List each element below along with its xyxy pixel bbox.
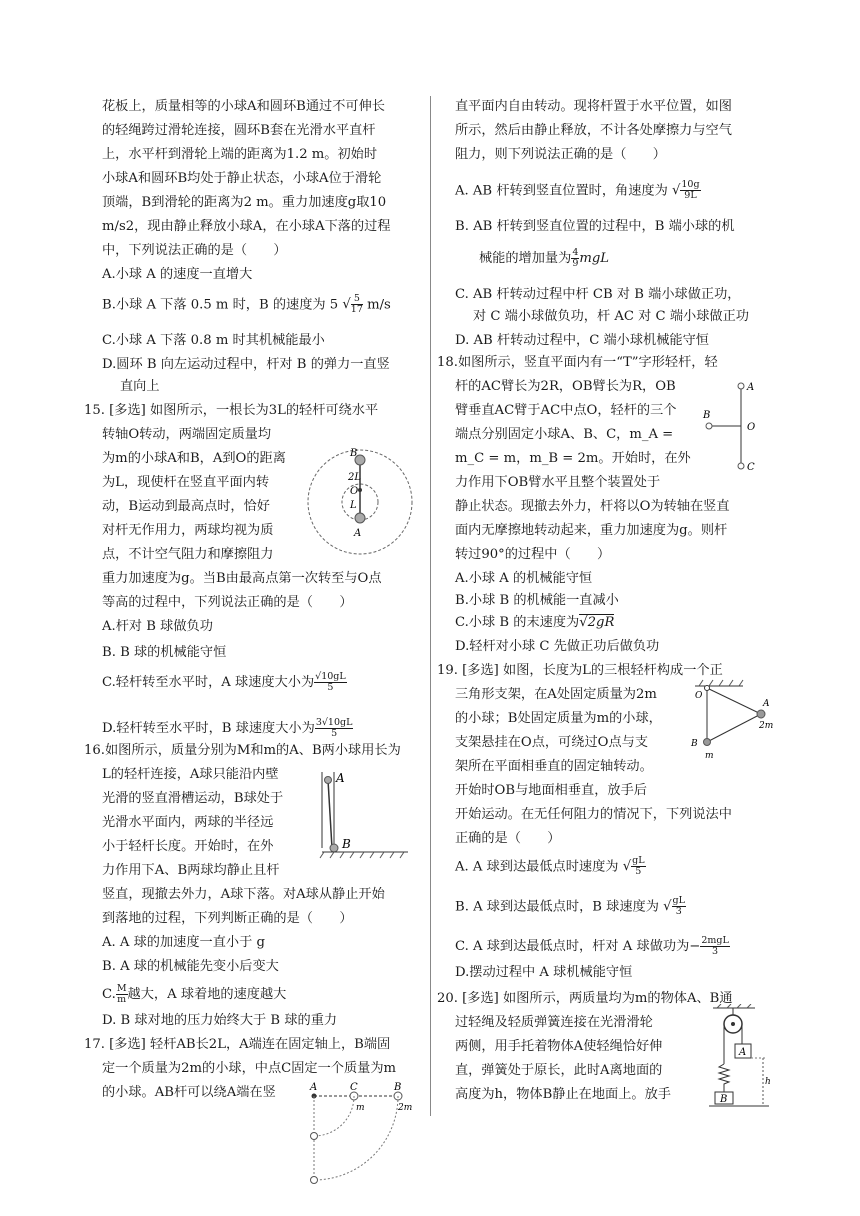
q15-fig-label-o: O: [350, 486, 359, 497]
q14-option-b-text: B.小球 A 下落 0.5 m 时，B 的速度为 5: [102, 297, 339, 313]
q18-text-line: 面内无摩擦地转动起来，重力加速度为g。则杆: [455, 523, 728, 538]
q15-text-line: 等高的过程中，下列说法正确的是（ ）: [102, 595, 353, 610]
q18-option-c: [455, 612, 614, 634]
q19-b-denominator: 3: [675, 906, 682, 917]
q19-text-line: 开始运动。在无任何阻力的情况下，下列说法中: [455, 807, 732, 822]
q14-option-a: A.小球 A 的速度一直增大: [102, 267, 253, 282]
q18-text-line: 臂垂直AC臂于AC中点O，轻杆的三个: [455, 403, 677, 418]
q15-text-line: 15. [多选] 如图所示，一根长为3L的轻杆可绕水平: [84, 403, 379, 418]
q18-text-line: m_C = m，m_B = 2m。开始时，在外: [455, 451, 691, 466]
q19-fig-label-2m: 2m: [759, 721, 774, 731]
q15-fig-label-2l: 2L: [348, 472, 362, 483]
q19-text-line: 三角形支架，在A处固定质量为2m: [455, 687, 657, 702]
q17-a-denominator: 9L: [684, 190, 697, 201]
q16-text-line: 光滑水平面内，两球的半径远: [102, 815, 274, 830]
q17-text-line: 的小球。AB杆可以绕A端在竖: [102, 1085, 276, 1100]
q20-text-line: 两侧，用手托着物体A使轻绳恰好伸: [455, 1039, 663, 1054]
q19-text-line: 的小球；B处固定质量为m的小球，: [455, 711, 662, 726]
q19-text-line: 支架悬挂在O点，可绕过O点与支: [455, 735, 649, 750]
q15-text-line: 转轴O转动，两端固定质量均: [102, 427, 272, 442]
q17-rod-figure: [298, 1080, 422, 1186]
q20-fig-label-a: A: [739, 1047, 747, 1058]
q17-cont-line: 阻力，则下列说法正确的是（ ）: [455, 147, 666, 162]
q16-text-line: 光滑的竖直滑槽运动，B球处于: [102, 791, 284, 806]
q19-option-a-text: A. A 球到达最低点时速度为: [455, 859, 619, 875]
q15-option-c: [102, 672, 347, 694]
q19-text-line: 19. [多选] 如图，长度为L的三根轻杆构成一个正: [437, 663, 723, 678]
q17-fig-label-2m: 2m: [398, 1103, 413, 1113]
q18-text-line: 静止状态。现撤去外力，杆将以O为转轴在竖直: [455, 499, 730, 514]
q19-b-numerator: gL: [672, 895, 685, 906]
q18-option-d: D.轻杆对小球 C 先做正功后做负功: [455, 639, 660, 654]
q17-option-b-cont: [479, 248, 609, 270]
q15-text-line: 点，不计空气阻力和摩擦阻力: [102, 547, 274, 562]
q16-text-line: 小于轻杆长度。开始时，在外: [102, 839, 274, 854]
q18-c-radical: √2gR: [579, 615, 615, 630]
q14-text-line: 上，水平杆到滑轮上端的距离为1.2 m。初始时: [102, 147, 378, 162]
q15-option-b: B. B 球的机械能守恒: [102, 645, 227, 660]
q14-b-numerator: 5: [351, 294, 363, 305]
q14-text-line: 中，下列说法正确的是（ ）: [102, 243, 287, 258]
q17-option-b-text: 械能的增加量为: [479, 251, 572, 266]
q20-fig-label-b: B: [720, 1094, 728, 1105]
q19-b-radical: √ $\frac{gL}{3}$: [663, 895, 685, 917]
q20-fig-label-h: h: [765, 1077, 771, 1087]
q15-option-a: A.杆对 B 球做负功: [102, 619, 213, 634]
q15-fig-label-a: A: [354, 528, 362, 539]
q16-text-line: 到落地的过程，下列判断正确的是（ ）: [102, 911, 353, 926]
q19-text-line: 架所在平面相垂直的固定轴转动。: [455, 759, 653, 774]
q15-option-d: [102, 718, 353, 740]
q17-text-line: 定一个质量为2m的小球，中点C固定一个质量为m: [102, 1061, 397, 1076]
q15-option-d-text: D.轻杆转至水平时，B 球速度大小为: [102, 721, 315, 736]
q18-fig-label-c: C: [747, 462, 755, 472]
q14-text-line: 小球A和圆环B均处于静止状态，小球A位于滑轮: [102, 171, 382, 186]
q14-text-line: m/s2，现由静止释放小球A，在小球A下落的过程: [102, 219, 391, 234]
q16-text-line: 16.如图所示，质量分别为M和m的A、B两小球用长为: [84, 743, 401, 758]
q17-fig-label-a: A: [310, 1082, 318, 1093]
q15-text-line: 重力加速度为g。当B由最高点第一次转至与O点: [102, 571, 382, 586]
q15-text-line: 为m的小球A和B，A到O的距离: [102, 451, 286, 466]
q17-option-c-cont: 对 C 端小球做负功，杆 AC 对 C 端小球做正功: [473, 309, 749, 324]
q18-text-line: 转过90°的过程中（ ）: [455, 547, 611, 562]
q19-fig-label-b: B: [691, 739, 698, 749]
q15-fig-label-b: B: [350, 448, 358, 459]
q18-option-c-text: C.小球 B 的末速度为: [455, 615, 580, 630]
q14-option-d-cont: 直向上: [120, 379, 160, 394]
q16-slot-rod-figure: [314, 768, 410, 860]
q19-c-denominator: 3: [712, 946, 719, 957]
q14-text-line: 花板上，质量相等的小球A和圆环B通过不可伸长: [102, 99, 385, 114]
column-divider: [430, 96, 431, 1116]
q16-option-a: A. A 球的加速度一直小于 g: [102, 935, 265, 950]
q18-t-rod-figure: [699, 378, 769, 472]
q16-option-d: D. B 球对地的压力始终大于 B 球的重力: [102, 1013, 338, 1028]
q18-fig-label-a: A: [747, 382, 755, 393]
q16-fig-label-b: B: [342, 837, 351, 851]
q18-fig-label-o: O: [747, 422, 756, 433]
q17-option-d: D. AB 杆转动过程中，C 端小球机械能守恒: [455, 333, 709, 348]
q15-c-denominator: 5: [327, 682, 334, 693]
q15-fig-label-l: L: [350, 500, 357, 511]
q18-option-b: B.小球 B 的机械能一直减小: [455, 593, 619, 608]
q17-option-c: C. AB 杆转动过程中杆 CB 对 B 端小球做正功，: [455, 287, 741, 302]
q19-c-numerator: 2mgL: [701, 935, 729, 946]
q17-option-b: B. AB 杆转到竖直位置的过程中，B 端小球的机: [455, 219, 735, 234]
q19-option-c: [455, 936, 730, 958]
q17-text-line: 17. [多选] 轻杆AB长2L，A端连在固定轴上，B端固: [84, 1037, 391, 1052]
q17-b-denominator: 9: [572, 258, 579, 269]
q20-text-line: 直，弹簧处于原长，此时A离地面的: [455, 1063, 663, 1078]
q17-fig-label-b: B: [394, 1082, 402, 1093]
q14-text-line: 的轻绳跨过滑轮连接，圆环B套在光滑水平直杆: [102, 123, 376, 138]
q14-option-c: C.小球 A 下落 0.8 m 时其机械能最小: [102, 333, 325, 348]
q19-text-line: 开始时OB与地面相垂直，放手后: [455, 783, 647, 798]
q15-d-numerator: 3√10gL: [315, 717, 353, 728]
q16-option-c-text: 越大，A 球着地的速度越大: [127, 987, 287, 1002]
q15-text-line: 对杆无作用力，两球均视为质: [102, 523, 274, 538]
q16-fig-label-a: A: [336, 771, 345, 785]
q14-text-line: 顶端，B到滑轮的距离为2 m。重力加速度g取10: [102, 195, 387, 210]
q19-fig-label-a: A: [763, 699, 770, 709]
q17-fig-label-c: C: [350, 1082, 358, 1093]
q20-pulley-spring-figure: [707, 1004, 771, 1114]
q18-option-a: A.小球 A 的机械能守恒: [455, 571, 593, 586]
q16-c-numerator: M: [116, 983, 127, 994]
q15-d-denominator: 5: [331, 728, 338, 739]
q16-option-c-prefix: C.: [102, 987, 116, 1002]
q18-text-line: 杆的AC臂长为2R，OB臂长为R，OB: [455, 379, 676, 394]
q15-c-numerator: √10gL: [315, 671, 346, 682]
q19-option-d: D.摆动过程中 A 球机械能守恒: [455, 965, 633, 980]
q17-cont-line: 所示，然后由静止释放，不计各处摩擦力与空气: [455, 123, 732, 138]
q19-option-c-text: C. A 球到达最低点时，杆对 A 球做功为−: [455, 939, 701, 954]
q20-text-line: 高度为h，物体B静止在地面上。放手: [455, 1087, 671, 1102]
q17-option-a: [455, 180, 701, 203]
q18-c-radicand: 2gR: [587, 615, 615, 630]
q17-option-a-text: A. AB 杆转到竖直位置时，角速度为: [455, 183, 668, 199]
q16-text-line: L的轻杆连接，A球只能沿内壁: [102, 767, 279, 782]
q15-option-c-text: C.轻杆转至水平时，A 球速度大小为: [102, 675, 315, 690]
q19-option-a: [455, 856, 646, 879]
q17-a-radical: √ $\frac{10g}{9L}$: [671, 179, 700, 201]
q14-b-denominator: 17: [350, 304, 363, 315]
q18-text-line: 端点分别固定小球A、B、C，m_A =: [455, 427, 674, 442]
q17-b-numerator: 4: [572, 247, 579, 258]
q17-b-unit: mgL: [579, 251, 610, 266]
q16-option-c: [102, 984, 286, 1006]
q19-option-b: [455, 896, 686, 919]
q14-b-radical: √ $\frac{5}{17}$: [342, 293, 363, 315]
q16-option-b: B. A 球的机械能先变小后变大: [102, 959, 279, 974]
q14-b-unit: m/s: [367, 297, 391, 313]
q16-text-line: 竖直，现撤去外力，A球下落。对A球从静止开始: [102, 887, 385, 902]
q17-fig-label-m: m: [356, 1103, 365, 1113]
q20-text-line: 20. [多选] 如图所示，两质量均为m的物体A、B通: [437, 991, 733, 1006]
q15-text-line: 为L，现使杆在竖直平面内转: [102, 475, 270, 490]
q18-text-line: 18.如图所示，竖直平面内有一“T”字形轻杆，轻: [437, 355, 718, 370]
q14-option-d: D.圆环 B 向左运动过程中，杆对 B 的弹力一直竖: [102, 357, 390, 372]
q19-fig-label-o: O: [695, 691, 703, 701]
q18-fig-label-b: B: [703, 410, 711, 421]
q16-c-denominator: m: [117, 994, 127, 1005]
q15-rotating-rod-figure: [306, 444, 416, 556]
q18-text-line: 力作用下OB臂水平且整个装置处于: [455, 475, 661, 490]
q16-text-line: 力作用下A、B两球均静止且杆: [102, 863, 280, 878]
q19-a-denominator: 5: [635, 866, 642, 877]
q19-fig-label-m: m: [705, 751, 714, 761]
q19-triangle-frame-figure: [687, 676, 779, 766]
q19-a-numerator: gL: [632, 855, 645, 866]
q15-text-line: 动，B运动到最高点时，恰好: [102, 499, 270, 514]
q20-text-line: 过轻绳及轻质弹簧连接在光滑滑轮: [455, 1015, 653, 1030]
q17-a-numerator: 10g: [681, 179, 700, 190]
q17-cont-line: 直平面内自由转动。现将杆置于水平位置，如图: [455, 99, 732, 114]
q14-option-b: [102, 294, 391, 317]
q19-text-line: 正确的是（ ）: [455, 831, 561, 846]
q19-option-b-text: B. A 球到达最低点时，B 球速度为: [455, 899, 659, 915]
q19-a-radical: √ $\frac{gL}{5}$: [622, 855, 645, 877]
